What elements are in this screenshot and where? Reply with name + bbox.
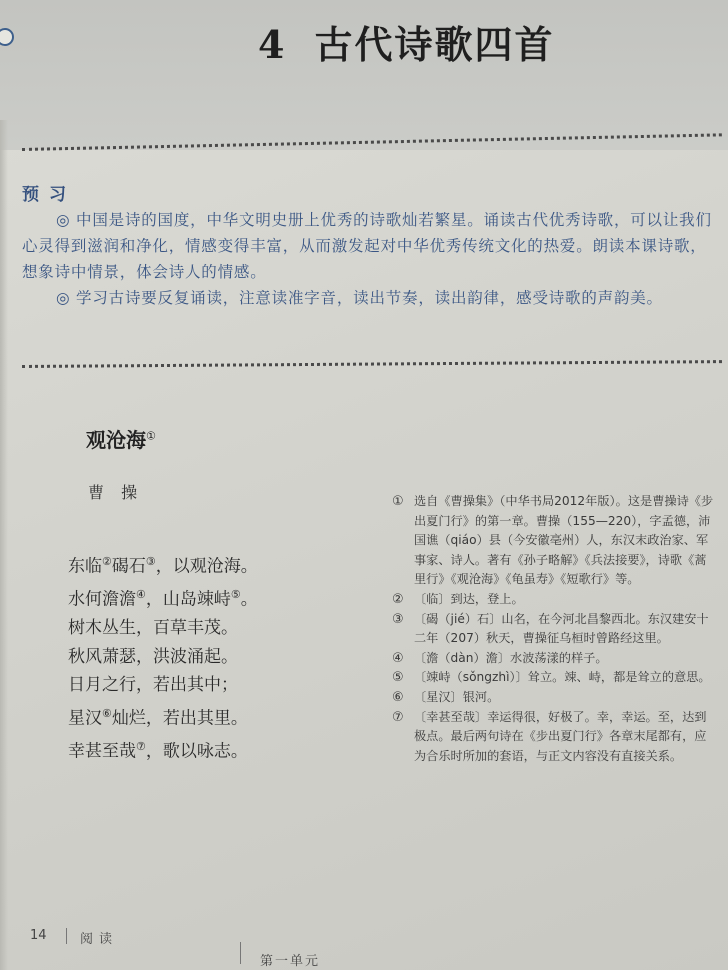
poem-title-note-ref: ① bbox=[146, 429, 156, 443]
footnote-item bbox=[392, 668, 718, 688]
poem-text: 灿烂，若出其里。 bbox=[111, 708, 248, 729]
footnotes bbox=[392, 492, 718, 766]
note-ref: ② bbox=[102, 555, 112, 568]
note-ref: ④ bbox=[136, 588, 146, 602]
poem-body bbox=[68, 548, 298, 766]
page-footer bbox=[30, 928, 720, 969]
poem-text: 幸甚至哉 bbox=[68, 741, 136, 762]
page-spine-shadow bbox=[0, 120, 8, 970]
poem-text: 树木丛生，百草丰茂。 bbox=[68, 618, 238, 639]
note-ref: ⑦ bbox=[136, 739, 146, 753]
footnote-item bbox=[392, 492, 718, 590]
note-ref: ③ bbox=[145, 555, 156, 568]
footnote-marker: ⑤ bbox=[392, 670, 404, 686]
footnote-marker: ④ bbox=[392, 650, 404, 666]
footnote-item bbox=[392, 688, 718, 708]
poem-text: 水何澹澹 bbox=[68, 589, 136, 610]
footnote-item bbox=[392, 610, 718, 649]
poem-line bbox=[68, 581, 298, 614]
footnote-text: 〔澹（dàn）澹〕水波荡漾的样子。 bbox=[414, 650, 608, 665]
poem-line bbox=[68, 671, 298, 700]
poem-text: ，以观沧海。 bbox=[155, 556, 258, 577]
poem-line bbox=[68, 614, 298, 643]
footnote-text: 〔幸甚至哉〕幸运得很，好极了。幸，幸运。至，达到极点。最后两句诗在《步出夏门行》各章末尾都有，应为合乐时所加的套语，与正文内容没有直接关系。 bbox=[414, 709, 707, 763]
section-name: 阅读 bbox=[80, 932, 119, 947]
poem-text: ，山岛竦峙 bbox=[145, 589, 231, 610]
footnote-item bbox=[392, 649, 718, 669]
lesson-title-text: 古代诗歌四首 bbox=[314, 22, 555, 67]
poem-title bbox=[86, 424, 156, 453]
poem-line bbox=[68, 548, 298, 581]
footnote-text: 〔星汉〕银河。 bbox=[414, 689, 500, 704]
preview-text bbox=[22, 207, 722, 311]
footnote-item bbox=[392, 708, 718, 767]
lesson-title bbox=[258, 14, 554, 69]
footnote-marker: ③ bbox=[392, 611, 404, 627]
poem-text: 。 bbox=[240, 589, 258, 610]
poem-text: 秋风萧瑟，洪波涌起。 bbox=[68, 646, 238, 667]
poem-text: 碣石 bbox=[111, 556, 146, 577]
poem-author: 曹 操 bbox=[88, 483, 144, 502]
footer-divider bbox=[240, 942, 241, 964]
unit-name: 第一单元 bbox=[260, 954, 321, 969]
note-ref: ⑤ bbox=[230, 588, 241, 602]
preview-label: 预习 bbox=[22, 185, 76, 205]
footnote-marker: ② bbox=[392, 591, 404, 607]
poem-text: 日月之行，若出其中； bbox=[68, 675, 238, 696]
preview-paragraph-1: ◎ 中国是诗的国度，中华文明史册上优秀的诗歌灿若繁星。诵读古代优秀诗歌，可以让我们心灵得到滋润和净化，情感变得丰富，从而激发起对中华优秀传统文化的热爱。朗读本课诗歌，想象诗中情景，体会诗人的情感。 bbox=[22, 211, 712, 281]
footnote-text: 〔碣（jié）石〕山名，在今河北昌黎西北。东汉建安十二年（207）秋天，曹操征乌桓时曾路经这里。 bbox=[414, 611, 709, 646]
poem-text: 星汉 bbox=[68, 708, 102, 729]
note-ref: ⑥ bbox=[102, 706, 112, 720]
preview-paragraph-2: ◎ 学习古诗要反复诵读，注意读准字音，读出节奏，读出韵律，感受诗歌的声韵美。 bbox=[56, 289, 663, 307]
poem-title-text: 观沧海 bbox=[86, 428, 146, 452]
footnote-marker: ⑥ bbox=[392, 689, 404, 705]
footnote-text: 〔竦峙（sǒngzhì）〕耸立。竦、峙，都是耸立的意思。 bbox=[414, 670, 711, 685]
footnote-marker: ① bbox=[392, 494, 404, 509]
dotted-divider-bottom bbox=[22, 360, 722, 368]
footnote-marker: ⑦ bbox=[392, 709, 404, 725]
lesson-number: 4 bbox=[258, 22, 287, 67]
preview-section bbox=[22, 180, 722, 311]
footer-divider bbox=[66, 928, 67, 944]
poem-text: ，歌以咏志。 bbox=[145, 741, 248, 762]
poem-line bbox=[68, 700, 298, 733]
poem-line bbox=[68, 733, 298, 766]
poem-text: 东临 bbox=[68, 556, 102, 577]
footnote-text: 〔临〕到达，登上。 bbox=[414, 591, 524, 606]
poem-line bbox=[68, 643, 298, 672]
page-number: 14 bbox=[30, 928, 47, 943]
footnote-text: 选自《曹操集》（中华书局2012年版）。这是曹操诗《步出夏门行》的第一章。曹操（155—220），字孟德，沛国谯（qiáo）县（今安徽亳州）人，东汉末政治家、军事家、诗人。著有《孙子略解》《兵法接要》，诗歌《蒿里行》《观沧海》《龟虽寿》《短歌行》等。 bbox=[414, 494, 714, 587]
footnote-item bbox=[392, 590, 718, 610]
